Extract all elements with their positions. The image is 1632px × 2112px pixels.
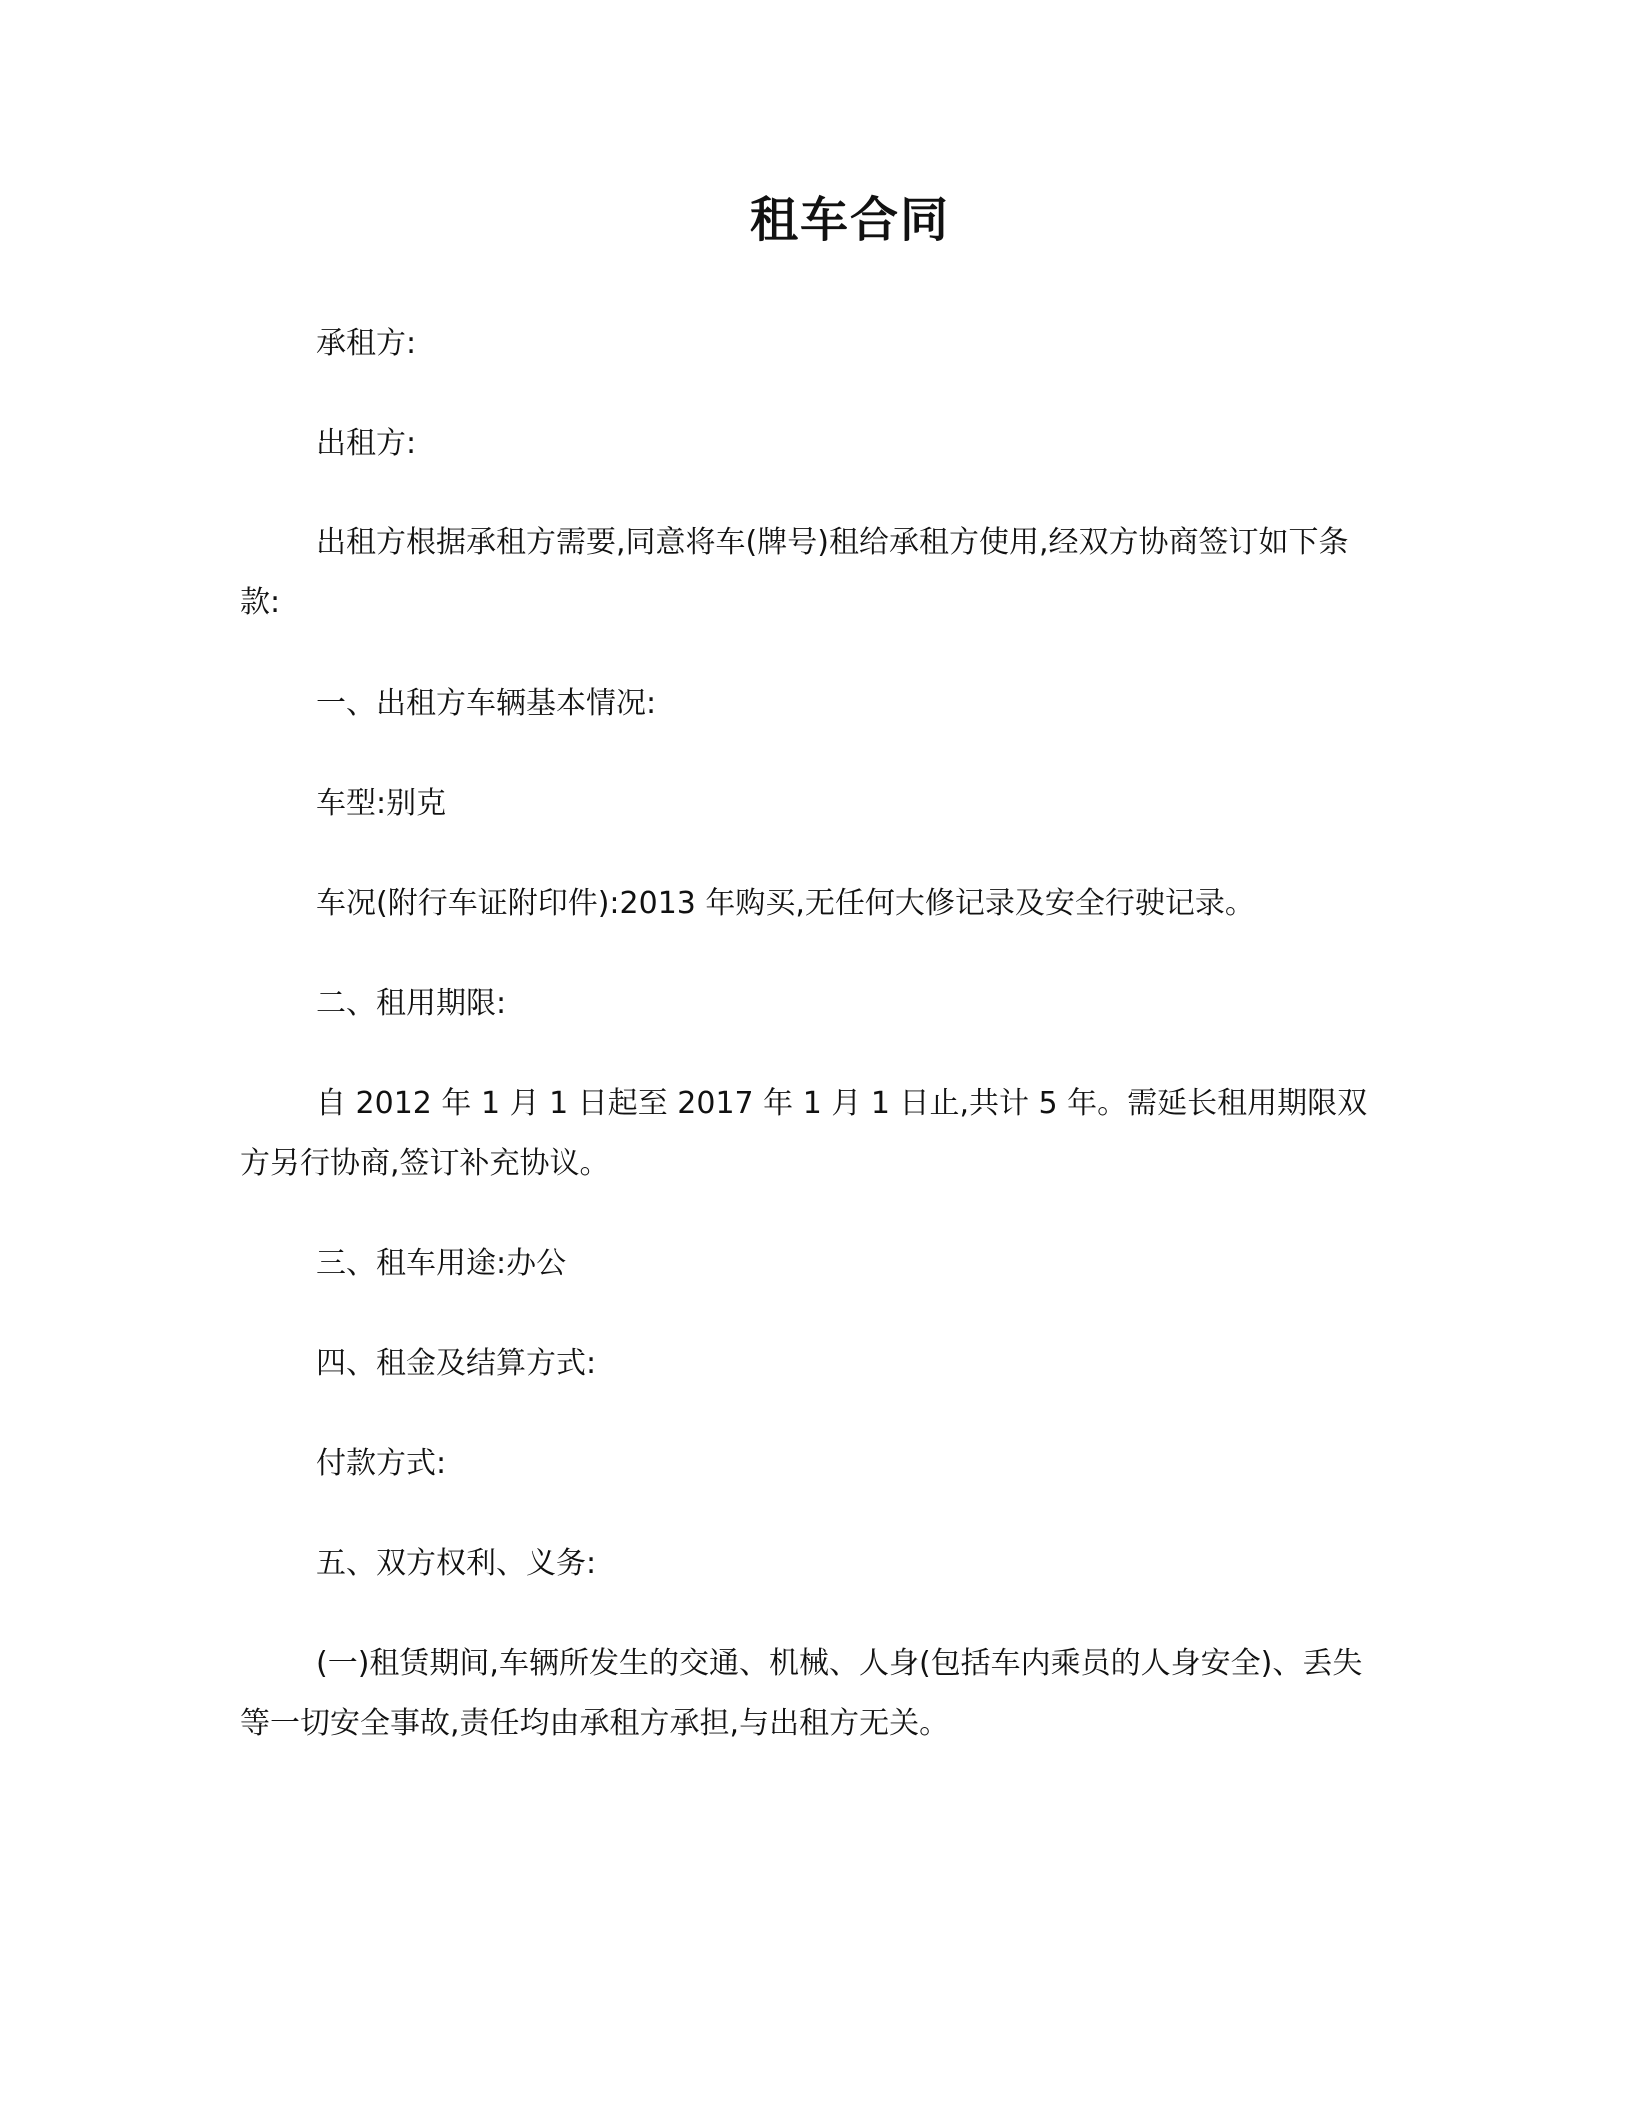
paragraph-vehicle-model: 车型:别克 xyxy=(316,786,447,821)
paragraph-term: 自 2012 年 1 月 1 日起至 2017 年 1 月 1 日止,共计 5 年。需延长租用期限双方另行协商,签订补充协议。 xyxy=(240,1086,1368,1181)
paragraph-lessee: 承租方: xyxy=(316,326,417,361)
section-heading-purpose: 三、租车用途:办公 xyxy=(316,1246,567,1281)
paragraph-clause-1: (一)租赁期间,车辆所发生的交通、机械、人身(包括车内乘员的人身安全)、丢失等一切安全事故,责任均由承租方承担,与出租方无关。 xyxy=(240,1646,1363,1741)
section-heading-term: 二、租用期限: xyxy=(316,986,507,1021)
section-heading-rent: 四、租金及结算方式: xyxy=(316,1346,597,1381)
paragraph-lessor: 出租方: xyxy=(316,426,417,461)
section-heading-rights: 五、双方权利、义务: xyxy=(316,1546,597,1581)
paragraph-payment: 付款方式: xyxy=(316,1446,447,1481)
section-heading-vehicle: 一、出租方车辆基本情况: xyxy=(316,686,657,721)
document-title: 租车合同 xyxy=(749,192,950,248)
paragraph-intro: 出租方根据承租方需要,同意将车(牌号)租给承租方使用,经双方协商签订如下条款: xyxy=(240,525,1349,620)
paragraph-vehicle-condition: 车况(附行车证附印件):2013 年购买,无任何大修记录及安全行驶记录。 xyxy=(316,886,1255,921)
